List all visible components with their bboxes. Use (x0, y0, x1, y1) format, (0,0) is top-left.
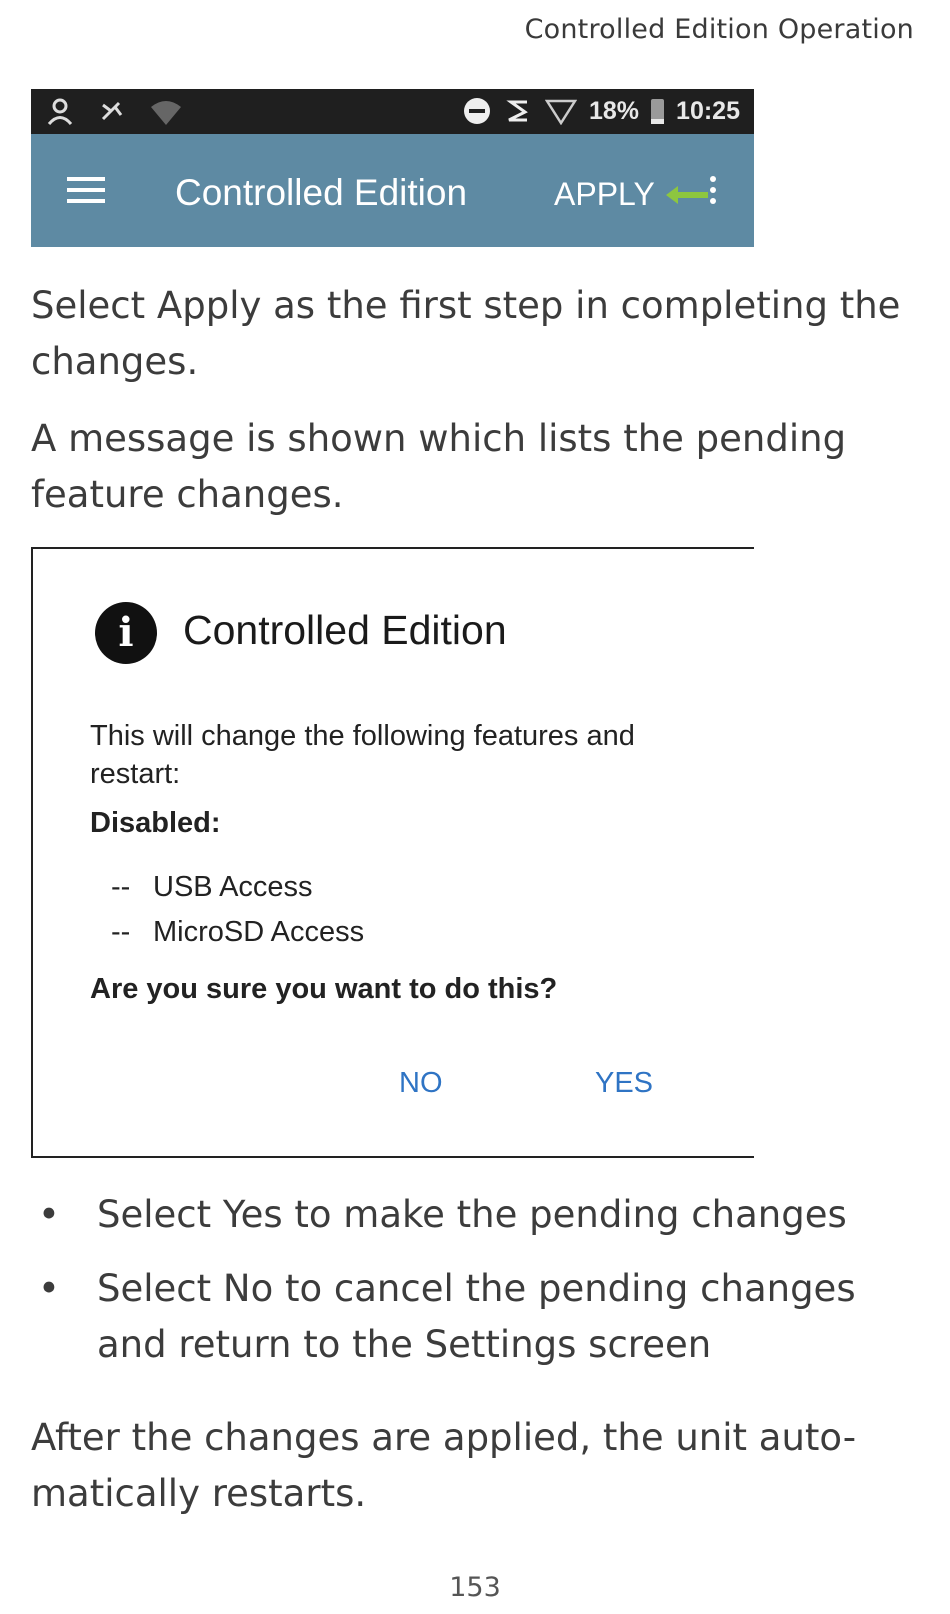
list-item (31, 1187, 931, 1243)
dialog-question: Are you sure you want to do this? (90, 973, 558, 1005)
disabled-label: Disabled: (90, 807, 221, 839)
apply-button[interactable]: APPLY (554, 176, 655, 212)
bullet-text: Select No to cancel the pending changes and return to the Settings screen (97, 1267, 856, 1366)
battery-percent: 18% (589, 96, 640, 125)
running-header: Controlled Edition Operation (524, 14, 914, 45)
clock: 10:25 (676, 96, 740, 125)
list-item-label: USB Access (153, 871, 313, 903)
paragraph-restart: After the changes are applied, the unit auto-matically restarts. (31, 1416, 857, 1515)
battery-icon (651, 99, 664, 124)
bullet-marker: • (38, 1267, 60, 1310)
signal-icon (545, 97, 577, 125)
bullet-list (31, 1187, 931, 1391)
bullet-marker: • (38, 1193, 60, 1236)
dialog-body: This will change the following features and restart: (90, 720, 635, 790)
page-number: 153 (449, 1572, 501, 1603)
info-icon: i (95, 602, 157, 664)
list-item (111, 865, 364, 910)
list-item (31, 1261, 931, 1373)
bullet-text: Select Yes to make the pending changes (97, 1193, 847, 1236)
do-not-disturb-icon (463, 97, 491, 125)
sync-icon (503, 96, 533, 126)
app-bar-title: Controlled Edition (175, 172, 468, 213)
yes-button[interactable]: YES (595, 1067, 654, 1099)
wifi-icon (149, 97, 183, 127)
app-bar (31, 134, 754, 247)
overflow-menu-icon[interactable] (709, 176, 717, 208)
disabled-feature-list (111, 865, 364, 955)
no-button[interactable]: NO (399, 1067, 443, 1099)
confirmation-dialog (31, 547, 754, 1158)
phone-screenshot (31, 89, 754, 247)
list-marker: -- (111, 916, 131, 948)
user-icon (45, 97, 75, 127)
status-bar (31, 89, 754, 134)
list-item-label: MicroSD Access (153, 916, 365, 948)
list-item (111, 910, 364, 955)
list-marker: -- (111, 871, 131, 903)
paragraph-apply-step: Select Apply as the first step in completing the changes. (31, 284, 901, 383)
dialog-title: Controlled Edition (183, 607, 507, 653)
arrow-left-icon (664, 184, 709, 206)
usb-icon (97, 97, 127, 127)
menu-icon[interactable] (67, 177, 105, 203)
paragraph-message-shown: A message is shown which lists the pending feature changes. (31, 417, 847, 516)
